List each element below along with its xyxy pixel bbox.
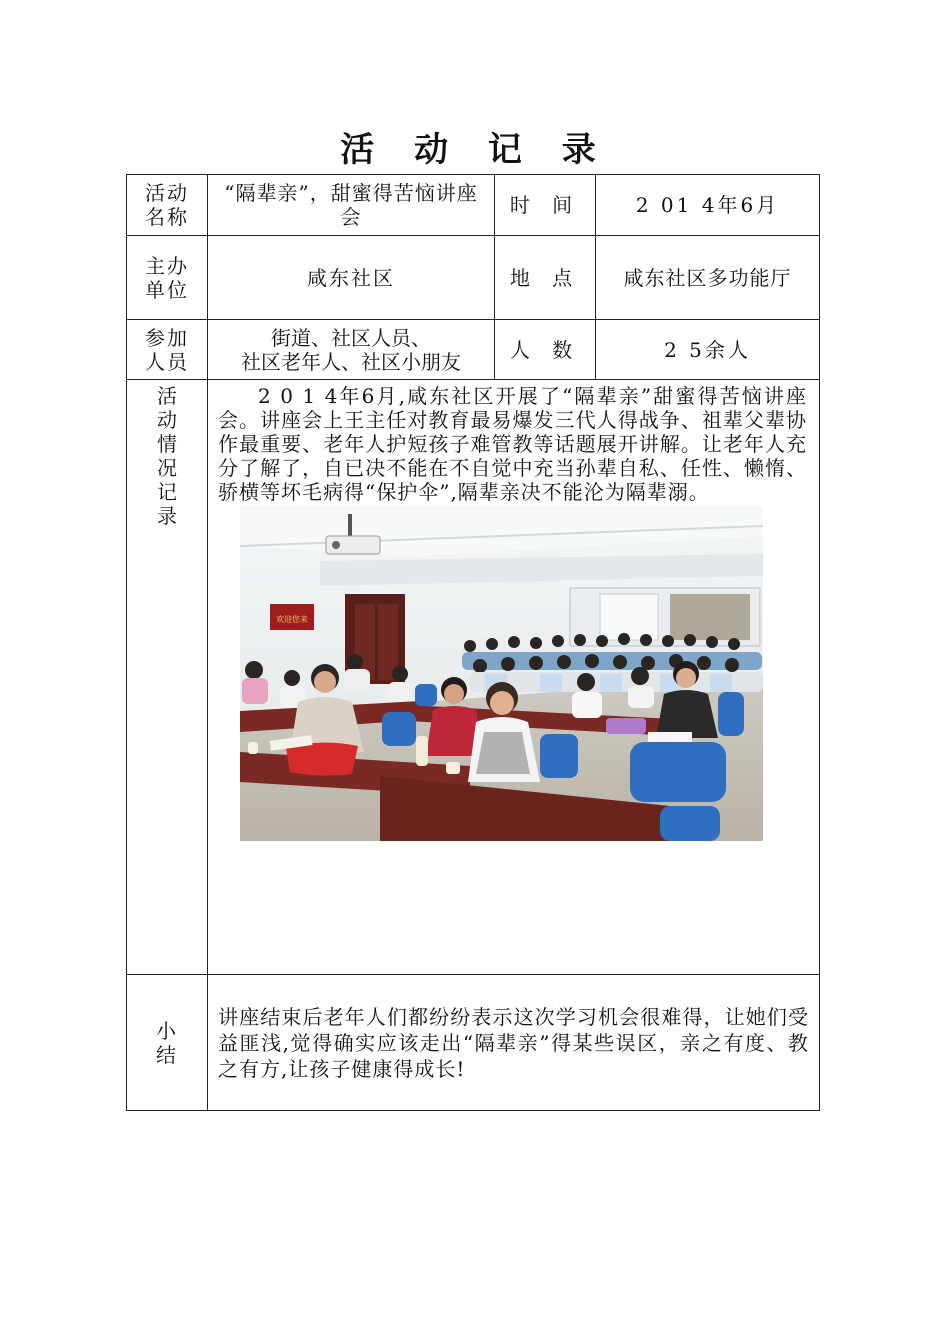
summary-label bbox=[127, 975, 208, 1111]
water-cup bbox=[416, 736, 428, 766]
place-value: 咸东社区多功能厅 bbox=[596, 236, 820, 320]
wall-sign-text: 欢迎您来 bbox=[276, 615, 308, 624]
window bbox=[600, 594, 658, 640]
paper-cup bbox=[446, 762, 460, 774]
page-title: 活 动 记 录 bbox=[340, 130, 610, 170]
bookshelf bbox=[670, 594, 750, 640]
record-label-text: 活动情况记录 bbox=[157, 384, 177, 528]
organizer-value: 咸东社区 bbox=[208, 236, 495, 320]
activity-name-label bbox=[127, 175, 208, 236]
participants-line-1: 街道、社区人员、 bbox=[271, 325, 431, 350]
lecture-photo-illustration bbox=[240, 506, 763, 841]
count-value: 2 5余人 bbox=[596, 320, 820, 380]
record-text: 2 0 1 4年6月,咸东社区开展了“隔辈亲”甜蜜得苦恼讲座会。讲座会上王主任对教育最易爆发三代人得战争、祖辈父辈协作最重要、老年人护短孩子难管教等话题展开讲解。让老年人充分了解了，自已决不能在不自觉中充当孙辈自私、任性、懒惰、骄横等坏毛病得“保护伞”,隔辈亲决不能沦为隔辈溺。 bbox=[218, 384, 807, 504]
organizer-label-text: 主办单位 bbox=[145, 253, 189, 302]
participants-label-text: 参加人员 bbox=[145, 325, 189, 374]
summary-text: 讲座结束后老年人们都纷纷表示这次学习机会很难得，让她们受益匪浅,觉得确实应该走出“隔辈亲”得某些误区，亲之有度、教之有方,让孩子健康得成长! bbox=[218, 1004, 809, 1081]
row-participants bbox=[127, 320, 820, 380]
activity-name-value bbox=[208, 175, 495, 236]
organizer-label bbox=[127, 236, 208, 320]
projector-mount bbox=[348, 514, 352, 536]
participants-value bbox=[208, 320, 495, 380]
place-label: 地 点 bbox=[495, 236, 596, 320]
record-content bbox=[208, 380, 820, 975]
count-label: 人 数 bbox=[495, 320, 596, 380]
participants-label bbox=[127, 320, 208, 380]
red-bag bbox=[286, 742, 358, 775]
row-organizer bbox=[127, 236, 820, 320]
summary-label-text: 小结 bbox=[156, 1018, 178, 1067]
time-value: 2 01 4年6月 bbox=[596, 175, 820, 236]
chair-front-right bbox=[630, 742, 726, 802]
activity-record-table bbox=[126, 174, 820, 1111]
row-record bbox=[127, 380, 820, 975]
event-photo bbox=[240, 506, 763, 841]
summary-content bbox=[208, 975, 820, 1111]
activity-name-label-text: 活动名称 bbox=[145, 181, 189, 229]
row-summary bbox=[127, 975, 820, 1111]
row-activity-name bbox=[127, 175, 820, 236]
activity-name-value-text: “隔辈亲”，甜蜜得苦恼讲座会 bbox=[224, 181, 478, 229]
participants-line-2: 社区老年人、社区小朋友 bbox=[241, 349, 461, 374]
purple-bag bbox=[606, 718, 646, 734]
record-label bbox=[127, 380, 208, 975]
time-label: 时 间 bbox=[495, 175, 596, 236]
